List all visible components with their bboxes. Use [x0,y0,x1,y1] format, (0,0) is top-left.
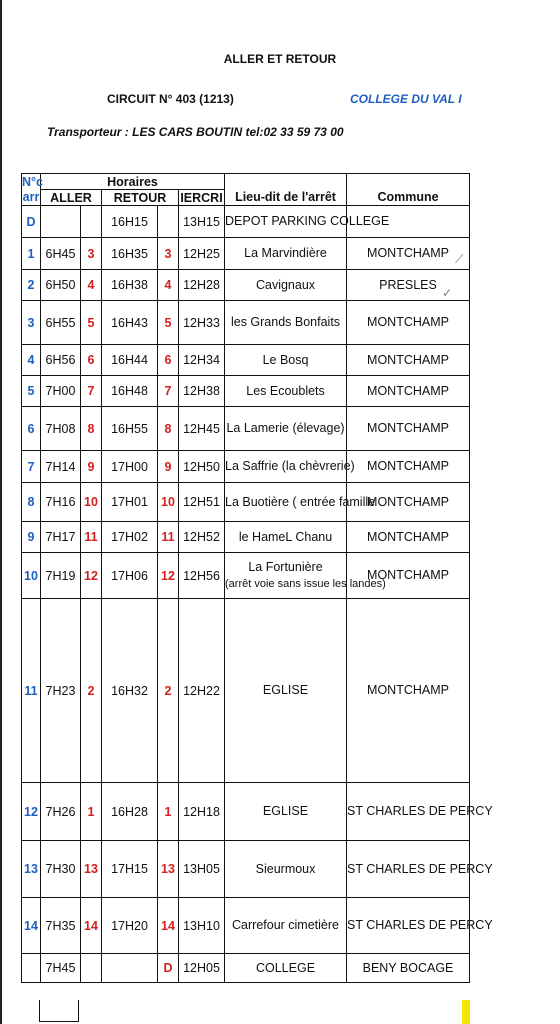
stop-location [225,270,347,301]
aller-time: 7H16 [41,483,81,522]
final-lieu: COLLEGE [225,954,347,983]
aller-time: 7H30 [41,841,81,898]
stop-number: 8 [22,483,41,522]
mercredi-time: 12H25 [179,238,225,270]
aller-time: 6H50 [41,270,81,301]
stop-location-name: La Buotière ( entrée famille [225,494,376,509]
retour-time: 17H02 [102,522,158,553]
depot-order [158,206,179,238]
header-mercredi: IERCRI [180,190,223,205]
aller-order: 1 [81,783,102,841]
carrier-info: Transporteur : LES CARS BOUTIN tel:02 33 59 73 00 [47,125,344,139]
depot-retour: 16H15 [102,206,158,238]
retour-order: 4 [158,270,179,301]
retour-time: 16H44 [102,345,158,376]
stop-number: 6 [22,407,41,451]
retour-order: 5 [158,301,179,345]
retour-time: 16H38 [102,270,158,301]
stop-commune: ST CHARLES DE PERCY [347,841,470,898]
depot-mercredi: 13H15 [179,206,225,238]
aller-order: 13 [81,841,102,898]
header-retour: RETOUR [102,190,179,206]
stop-location [225,301,347,345]
depot-lieu: DEPOT PARKING COLLEGE [225,206,347,238]
stop-number: 12 [22,783,41,841]
depot-num: D [22,206,41,238]
aller-time: 7H17 [41,522,81,553]
stop-location [225,783,347,841]
stop-number: 2 [22,270,41,301]
retour-order: 11 [158,522,179,553]
table-row-final [22,954,470,983]
header-lieu: Lieu-dit de l'arrêt [225,190,347,206]
stop-commune: MONTCHAMP [347,599,470,783]
retour-order: 14 [158,898,179,954]
stop-location-name: Carrefour cimetière [232,918,339,932]
retour-order: 2 [158,599,179,783]
stop-location [225,898,347,954]
stop-number: 1 [22,238,41,270]
checkmark-icon: ⟋ [455,252,464,266]
table-row [22,407,470,451]
retour-time: 16H32 [102,599,158,783]
college-name: COLLEGE DU VAL I [350,92,462,106]
stop-commune: PRESLES [347,270,470,301]
stop-location-name: La Lamerie (élevage) [226,421,345,435]
mercredi-time: 12H33 [179,301,225,345]
page-left-border [0,0,2,1024]
stop-location [225,376,347,407]
mercredi-time: 12H52 [179,522,225,553]
final-order [81,954,102,983]
stop-location [225,345,347,376]
final-aller: 7H45 [41,954,81,983]
retour-order: 3 [158,238,179,270]
final-order-d: D [158,954,179,983]
aller-time: 7H00 [41,376,81,407]
header-num-top: N°c [22,174,43,189]
aller-order: 3 [81,238,102,270]
stop-location-name: La Saffrie (la chèvrerie) [225,459,355,473]
table-row [22,553,470,599]
aller-order: 8 [81,407,102,451]
table-row [22,451,470,483]
header-horaires: Horaires [41,174,225,190]
mercredi-time: 13H10 [179,898,225,954]
table-row [22,483,470,522]
table-row [22,599,470,783]
stop-location-name: La Fortunière [248,559,323,574]
retour-time: 17H00 [102,451,158,483]
retour-time: 17H20 [102,898,158,954]
stop-commune: ST CHARLES DE PERCY [347,783,470,841]
aller-order: 9 [81,451,102,483]
aller-order: 7 [81,376,102,407]
final-num [22,954,41,983]
retour-time: 17H01 [102,483,158,522]
mercredi-time: 12H22 [179,599,225,783]
stop-commune: MONTCHAMP [347,451,470,483]
aller-time: 7H08 [41,407,81,451]
retour-time: 17H06 [102,553,158,599]
retour-order: 12 [158,553,179,599]
aller-order: 12 [81,553,102,599]
stop-commune: MONTCHAMP [347,407,470,451]
aller-order: 14 [81,898,102,954]
table-row [22,841,470,898]
retour-time: 16H43 [102,301,158,345]
stop-location [225,483,376,522]
mercredi-time: 12H18 [179,783,225,841]
stop-location-name: Les Ecoublets [246,383,325,398]
stop-location [225,553,386,599]
mercredi-time: 12H38 [179,376,225,407]
stop-commune: MONTCHAMP [347,301,470,345]
stop-location [225,841,347,898]
stop-location-note: (arrêt voie sans issue les landes) [225,577,386,590]
stop-location-name: Le Bosq [262,352,309,367]
header-spacer [347,174,470,190]
table-row [22,783,470,841]
document-title: ALLER ET RETOUR [223,52,337,66]
stop-location-name: les Grands Bonfaits [230,315,341,329]
stop-commune: MONTCHAMP [347,376,470,407]
timetable [21,173,493,983]
aller-time: 7H19 [41,553,81,599]
stop-commune: MONTCHAMP [347,522,470,553]
aller-time: 7H23 [41,599,81,783]
depot-order [81,206,102,238]
table-row [22,270,470,301]
stop-number: 5 [22,376,41,407]
stop-commune: ST CHARLES DE PERCY [347,898,470,954]
table-row [22,345,470,376]
aller-order: 5 [81,301,102,345]
stop-commune: MONTCHAMP [347,553,470,599]
mercredi-time: 12H51 [179,483,225,522]
depot-aller [41,206,81,238]
final-commune: BENY BOCAGE [347,954,470,983]
aller-order: 6 [81,345,102,376]
aller-time: 7H26 [41,783,81,841]
retour-order: 10 [158,483,179,522]
mercredi-time: 12H56 [179,553,225,599]
stop-location [225,407,347,451]
aller-time: 7H35 [41,898,81,954]
stop-number: 4 [22,345,41,376]
stop-number: 14 [22,898,41,954]
table-row [22,376,470,407]
aller-time: 7H14 [41,451,81,483]
header-aller: ALLER [41,190,102,206]
aller-order: 10 [81,483,102,522]
stop-location-name: La Marvindière [244,246,327,260]
aller-order: 11 [81,522,102,553]
stop-location-name: Sieurmoux [255,861,316,876]
highlight-mark [462,1000,470,1024]
checkmark-icon: ✓ [442,286,453,300]
retour-order: 8 [158,407,179,451]
stop-number: 11 [22,599,41,783]
stop-location [225,238,347,270]
stop-location-name: Cavignaux [255,277,316,292]
stop-commune: MONTCHAMP [347,345,470,376]
aller-time: 6H55 [41,301,81,345]
mercredi-time: 12H50 [179,451,225,483]
stop-location-name: le HameL Chanu [238,529,333,544]
header-spacer [225,174,347,190]
retour-order: 7 [158,376,179,407]
header-commune: Commune [347,190,470,206]
retour-time: 16H48 [102,376,158,407]
retour-time: 17H15 [102,841,158,898]
stop-location-name: EGLISE [262,683,309,697]
stop-commune: MONTCHAMP [347,238,470,270]
stop-location [225,522,347,553]
stop-commune: MONTCHAMP [347,483,470,522]
header-num-bottom: arr [22,190,40,205]
aller-order: 2 [81,599,102,783]
retour-time: 16H28 [102,783,158,841]
mercredi-time: 12H34 [179,345,225,376]
retour-order: 1 [158,783,179,841]
table-row [22,301,470,345]
table-row [22,238,470,270]
retour-order: 9 [158,451,179,483]
mercredi-time: 13H05 [179,841,225,898]
table-row [22,898,470,954]
retour-order: 13 [158,841,179,898]
stop-number: 10 [22,553,41,599]
stop-number: 3 [22,301,41,345]
stop-location [225,599,347,783]
circuit-number: CIRCUIT N° 403 (1213) [107,92,234,106]
stop-number: 13 [22,841,41,898]
aller-time: 6H56 [41,345,81,376]
retour-time: 16H55 [102,407,158,451]
mercredi-time: 12H28 [179,270,225,301]
aller-time: 6H45 [41,238,81,270]
stop-number: 9 [22,522,41,553]
retour-time: 16H35 [102,238,158,270]
final-retour [102,954,158,983]
mercredi-time: 12H45 [179,407,225,451]
table-row [22,522,470,553]
stop-number: 7 [22,451,41,483]
final-mercredi: 12H05 [179,954,225,983]
signature-box [39,1000,79,1022]
stop-location [225,451,355,483]
stop-location-name: EGLISE [262,804,309,818]
aller-order: 4 [81,270,102,301]
retour-order: 6 [158,345,179,376]
